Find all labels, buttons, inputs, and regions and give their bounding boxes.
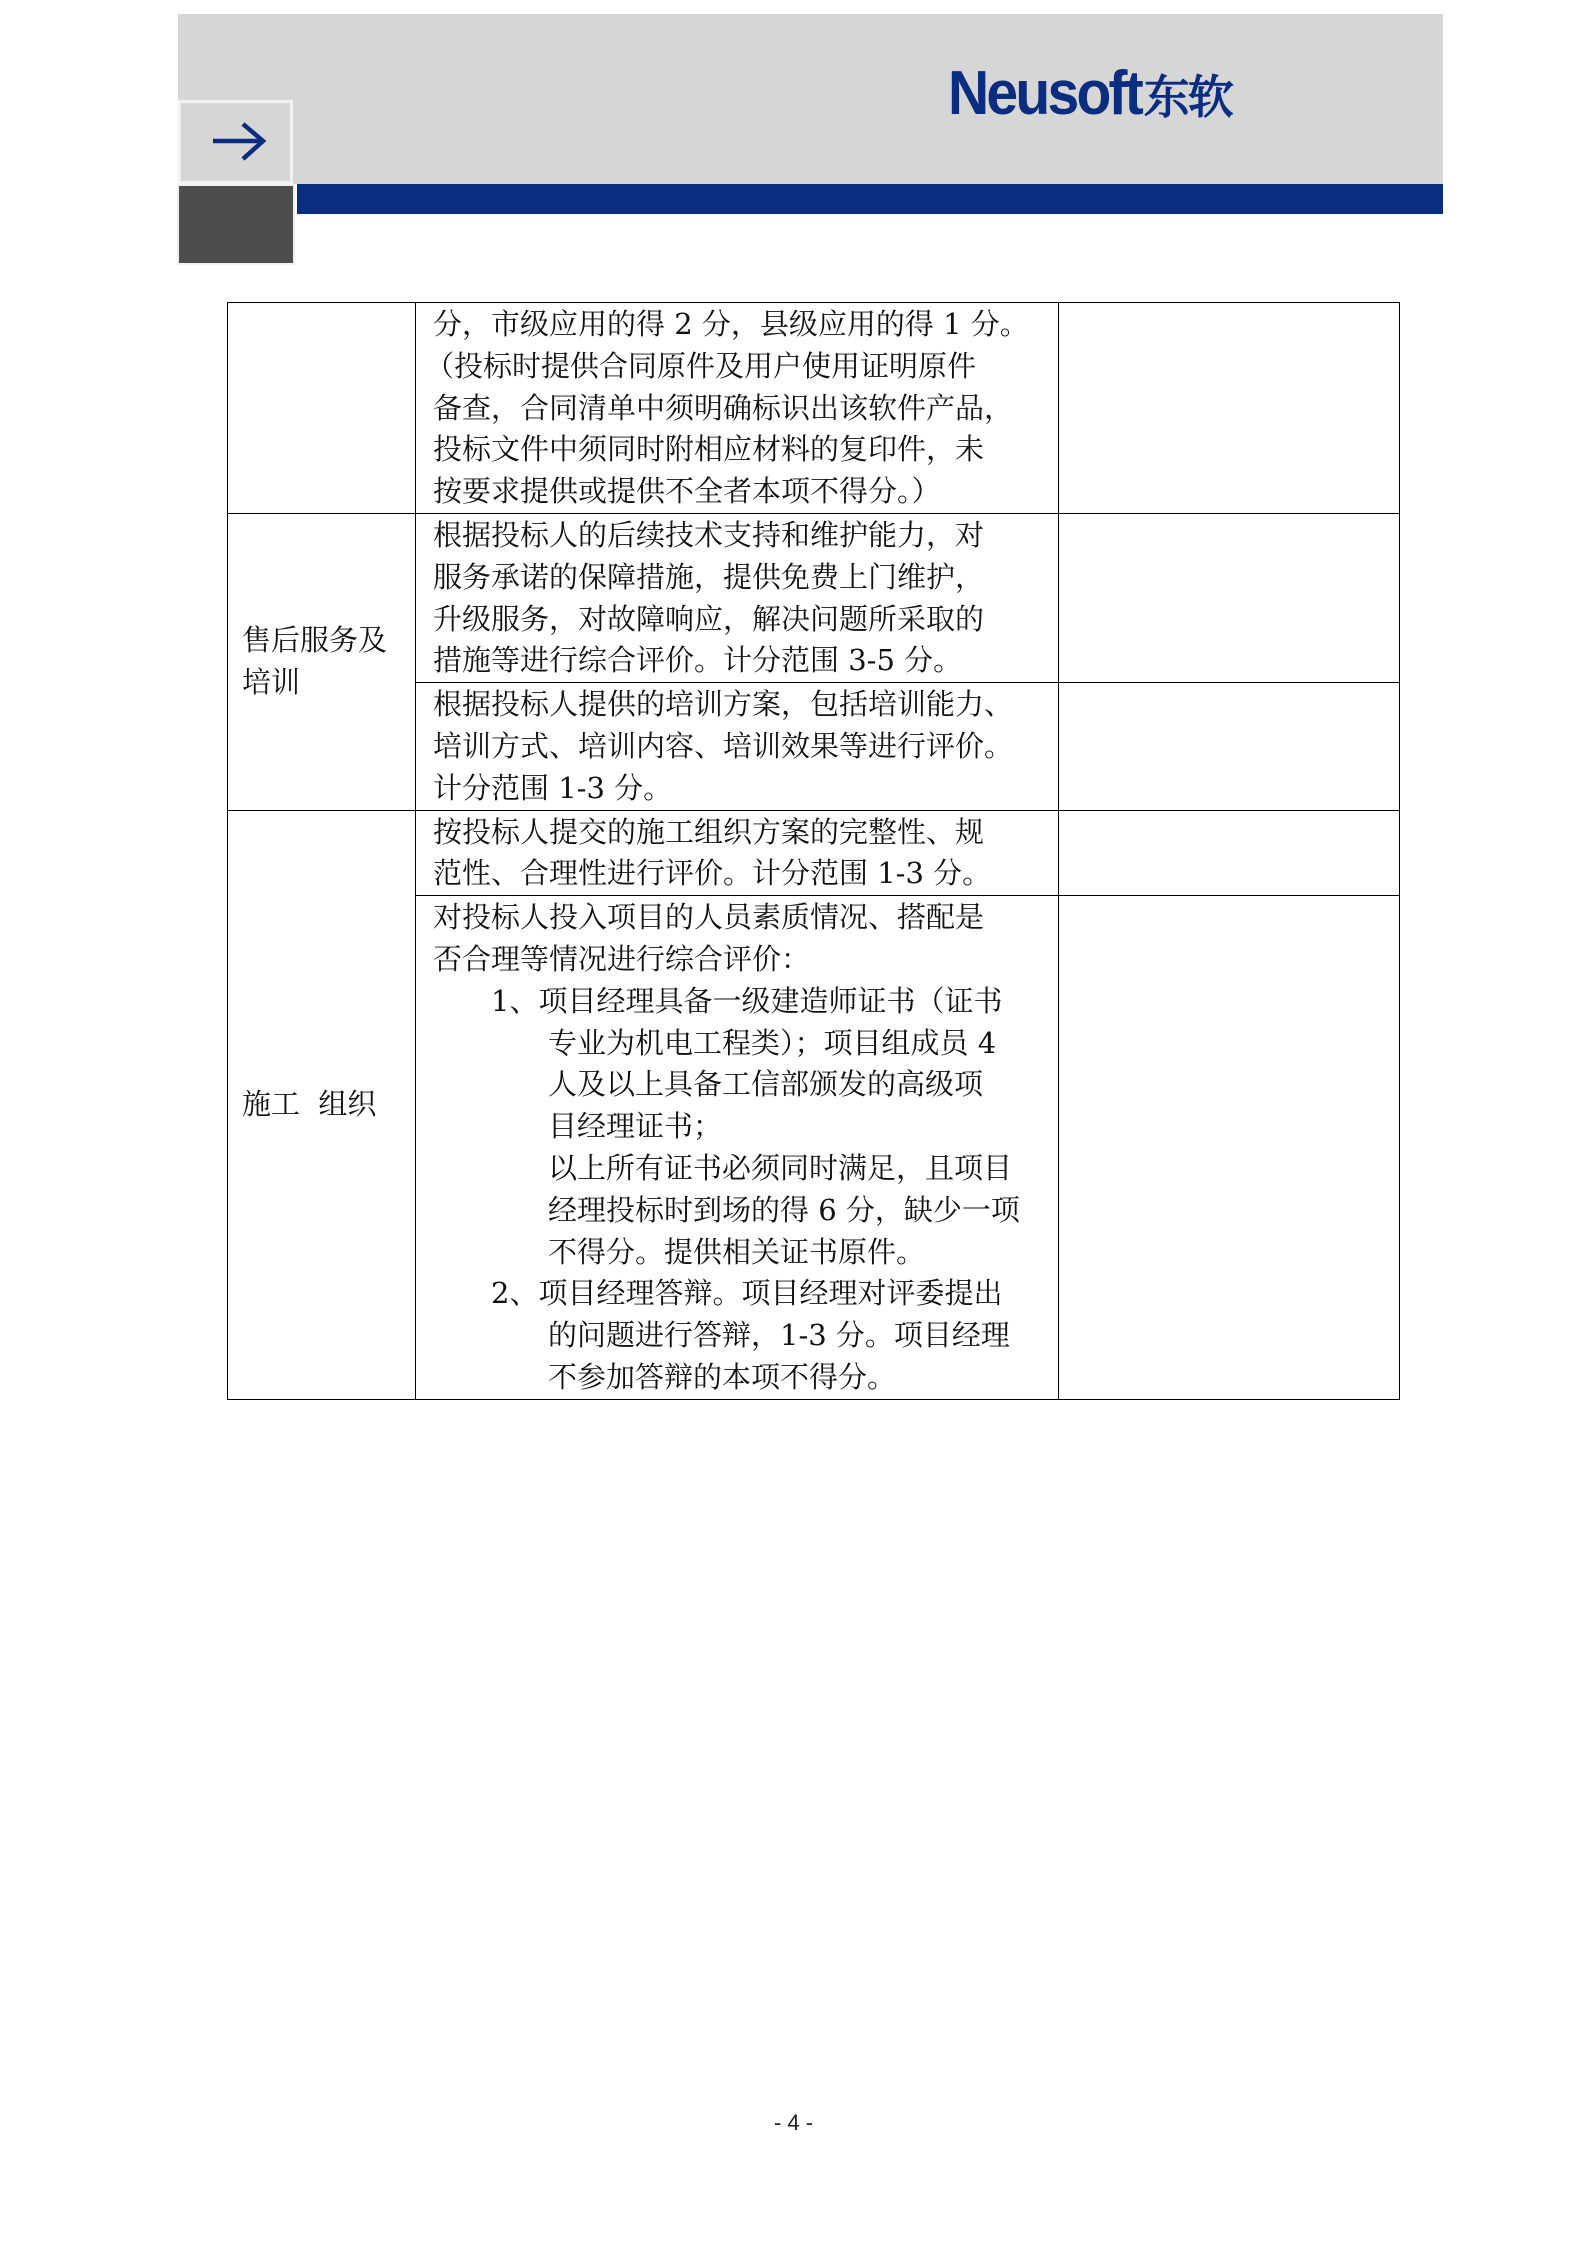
criteria-cell	[416, 513, 1059, 682]
criteria-line: 根据投标人的后续技术支持和维护能力，对	[433, 517, 985, 552]
logo-text-en: Neusoft	[948, 59, 1141, 128]
category-label: 售后服务及	[242, 622, 388, 657]
criteria-line: 对投标人投入项目的人员素质情况、搭配是	[433, 900, 985, 935]
category-cell	[228, 303, 416, 514]
criteria-line: 措施等进行综合评价。计分范围 3-5 分。	[433, 643, 963, 678]
scoring-table	[227, 302, 1400, 1400]
criteria-line: 根据投标人提供的培训方案，包括培训能力、	[433, 687, 1014, 722]
criteria-line: （投标时提供合同原件及用户使用证明原件	[425, 348, 977, 383]
criteria-point-2: 2、项目经理答辩。项目经理对评委提出	[491, 1276, 1003, 1311]
score-cell	[1059, 896, 1400, 1400]
score-cell	[1059, 683, 1400, 810]
criteria-cell	[416, 810, 1059, 896]
criteria-line: 专业为机电工程类）；项目组成员 4	[548, 1025, 997, 1060]
header-dark-block	[179, 186, 293, 263]
criteria-line: 人及以上具备工信部颁发的高级项	[548, 1067, 984, 1102]
criteria-line: 按要求提供或提供不全者本项不得分。）	[433, 474, 941, 509]
table-row	[228, 303, 1400, 514]
criteria-point-1: 1、项目经理具备一级建造师证书（证书	[491, 983, 1003, 1018]
criteria-cell	[416, 896, 1059, 1400]
neusoft-logo	[948, 59, 1232, 128]
criteria-line: 目经理证书；	[548, 1109, 723, 1144]
criteria-line: 按投标人提交的施工组织方案的完整性、规	[433, 814, 985, 849]
criteria-line: 不得分。提供相关证书原件。	[548, 1234, 926, 1269]
criteria-line: 投标文件中须同时附相应材料的复印件，未	[433, 432, 985, 467]
criteria-line: 备查，合同清单中须明确标识出该软件产品，	[433, 390, 1014, 425]
table-row	[228, 513, 1400, 682]
score-cell	[1059, 513, 1400, 682]
logo-text-cn: 东软	[1143, 71, 1232, 123]
nav-arrow-box	[178, 100, 293, 184]
header-blue-bar	[297, 184, 1443, 214]
category-label: 培训	[242, 664, 301, 699]
criteria-line: 培训方式、培训内容、培训效果等进行评价。	[433, 728, 1014, 763]
table-row	[228, 810, 1400, 896]
criteria-line: 经理投标时到场的得 6 分，缺少一项	[548, 1192, 1020, 1227]
criteria-cell	[416, 683, 1059, 810]
category-cell-after-sales	[228, 513, 416, 810]
category-label: 施工 组织	[242, 1086, 377, 1121]
criteria-line: 不参加答辩的本项不得分。	[548, 1359, 897, 1394]
criteria-line: 分，市级应用的得 2 分，县级应用的得 1 分。	[433, 307, 1029, 341]
criteria-line: 范性、合理性进行评价。计分范围 1-3 分。	[433, 856, 992, 891]
criteria-line: 的问题进行答辩，1-3 分。项目经理	[548, 1318, 1010, 1353]
score-cell	[1059, 810, 1400, 896]
criteria-line: 升级服务，对故障响应，解决问题所采取的	[433, 601, 985, 636]
category-cell-construction	[228, 810, 416, 1399]
criteria-line: 服务承诺的保障措施，提供免费上门维护，	[433, 559, 985, 594]
criteria-line: 否合理等情况进行综合评价：	[433, 941, 811, 976]
header-banner	[178, 14, 1443, 184]
page-number: - 4 -	[773, 2110, 814, 2135]
criteria-line: 以上所有证书必须同时满足，且项目	[548, 1150, 1013, 1185]
score-cell	[1059, 303, 1400, 514]
arrow-right-icon	[211, 122, 267, 162]
criteria-line: 计分范围 1-3 分。	[433, 770, 673, 805]
criteria-cell	[416, 303, 1059, 514]
